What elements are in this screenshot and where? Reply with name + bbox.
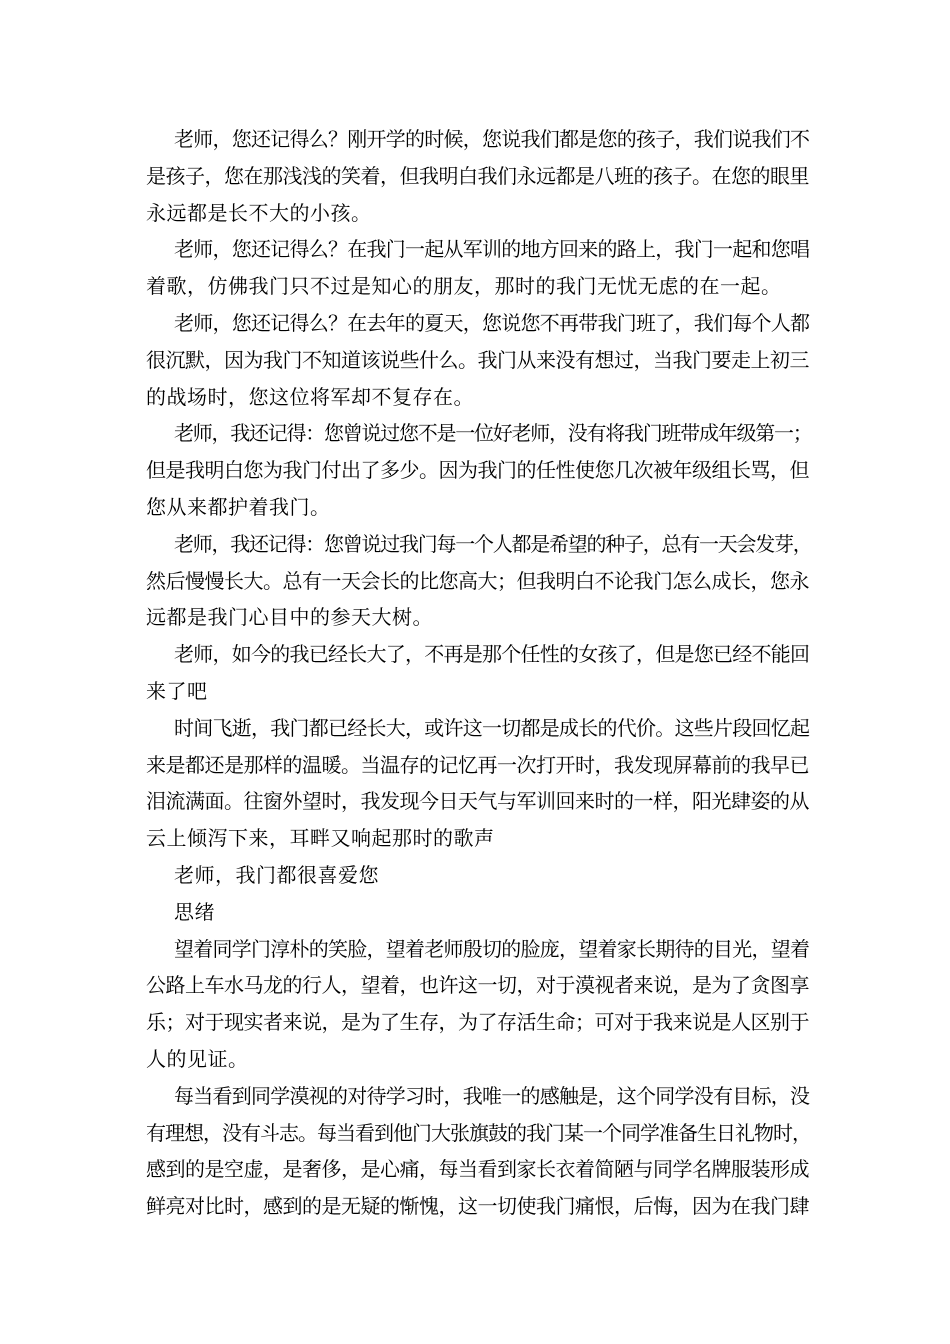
text-line: 永远都是长不大的小孩。	[146, 200, 372, 225]
text-line: 老师，如今的我已经长大了，不再是那个任性的女孩了，但是您已经不能回	[174, 642, 810, 667]
text-line: 老师，您还记得么？在我门一起从军训的地方回来的路上，我门一起和您唱	[174, 237, 810, 262]
text-line: 时间飞逝，我门都已经长大，或许这一切都是成长的代价。这些片段回忆起	[174, 715, 810, 740]
text-line: 老师，您还记得么？刚开学的时候，您说我们都是您的孩子，我们说我们不	[174, 127, 810, 151]
text-line: 有理想，没有斗志。每当看到他门大张旗鼓的我门某一个同学准备生日礼物时，	[146, 1120, 811, 1145]
text-line: 人的见证。	[146, 1046, 249, 1071]
text-line: 的战场时，您这位将军却不复存在。	[146, 384, 474, 409]
text-line: 鲜亮对比时，感到的是无疑的惭愧，这一切使我门痛恨，后悔，因为在我门肆	[146, 1194, 809, 1219]
text-line: 但是我明白您为我门付出了多少。因为我门的任性使您几次被年级组长骂，但	[146, 458, 809, 483]
text-line: 是孩子，您在那浅浅的笑着，但我明白我们永远都是八班的孩子。在您的眼里	[146, 163, 809, 188]
text-line: 望着同学门淳朴的笑脸，望着老师殷切的脸庞，望着家长期待的目光，望着	[174, 936, 810, 961]
text-line: 老师，我还记得：您曾说过您不是一位好老师，没有将我门班带成年级第一；	[174, 421, 812, 446]
text-line: 思绪	[174, 899, 215, 924]
text-line: 公路上车水马龙的行人，望着，也许这一切，对于漠视者来说，是为了贪图享	[146, 973, 809, 998]
text-line: 老师，我门都很喜爱您	[174, 862, 379, 887]
text-line: 远都是我门心目中的参天大树。	[146, 605, 433, 630]
text-line: 来是都还是那样的温暖。当温存的记忆再一次打开时，我发现屏幕前的我早已	[146, 752, 809, 777]
text-line: 老师，您还记得么？在去年的夏天，您说您不再带我门班了，我们每个人都	[174, 310, 810, 335]
text-line: 感到的是空虚，是奢侈，是心痛，每当看到家长衣着简陋与同学名牌服装形成	[146, 1157, 809, 1182]
text-line: 很沉默，因为我门不知道该说些什么。我门从来没有想过，当我门要走上初三	[146, 347, 809, 372]
text-line: 云上倾泻下来，耳畔又响起那时的歌声	[146, 826, 495, 851]
text-line: 泪流满面。往窗外望时，我发现今日天气与军训回来时的一样，阳光肆姿的从	[146, 789, 809, 814]
text-line: 老师，我还记得：您曾说过我门每一个人都是希望的种子，总有一天会发芽，	[174, 531, 812, 556]
document-body	[146, 121, 816, 1225]
text-line: 您从来都护着我门。	[146, 494, 331, 519]
text-line: 每当看到同学漠视的对待学习时，我唯一的感触是，这个同学没有目标，没	[174, 1083, 810, 1108]
text-line: 来了吧	[146, 678, 208, 703]
text-line: 然后慢慢长大。总有一天会长的比您高大；但我明白不论我门怎么成长，您永	[146, 568, 809, 593]
text-line: 着歌，仿佛我门只不过是知心的朋友，那时的我门无忧无虑的在一起。	[146, 274, 782, 299]
text-line: 乐；对于现实者来说，是为了生存，为了存活生命；可对于我来说是人区别于	[146, 1010, 809, 1035]
